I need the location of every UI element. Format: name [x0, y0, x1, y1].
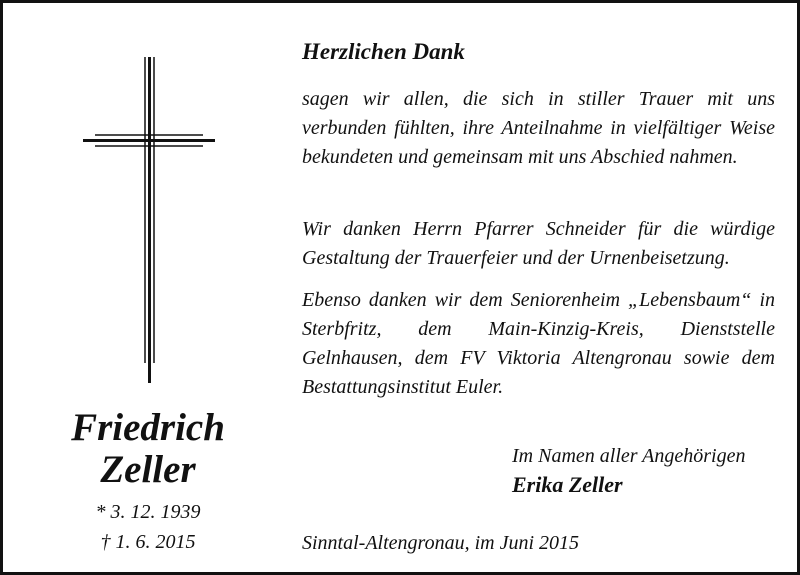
- thanks-paragraph: Ebenso danken wir dem Seniorenheim „Lebensbaum“ in Sterbfritz, dem Main-Kinzig-Kreis, Dienststelle Gelnhausen, dem FV Viktoria Altengronau sowie dem Bestattungsinstitut Euler.: [302, 289, 775, 398]
- thanks-heading: Herzlichen Dank: [302, 39, 465, 64]
- signature-intro: Im Namen aller Angehörigen: [512, 445, 746, 467]
- thanks-paragraph: sagen wir allen, die sich in stiller Trauer mit uns verbunden fühlten, ihre Anteilnahme in vielfältiger Weise bekundeten und gemeinsam mit uns Abschied nahmen.: [302, 88, 775, 168]
- birth-date: * 3. 12. 1939: [95, 501, 201, 523]
- signature-name: Erika Zeller: [512, 472, 623, 497]
- deceased-last-name: Zeller: [100, 448, 196, 491]
- cross-icon: [83, 57, 215, 383]
- place-and-date: Sinntal-Altengronau, im Juni 2015: [302, 532, 580, 554]
- thanks-paragraph: Wir danken Herrn Pfarrer Schneider für die würdige Gestaltung der Trauerfeier und der Urnenbeisetzung.: [302, 218, 775, 269]
- deceased-first-name: Friedrich: [71, 406, 225, 449]
- death-date: † 1. 6. 2015: [100, 531, 196, 553]
